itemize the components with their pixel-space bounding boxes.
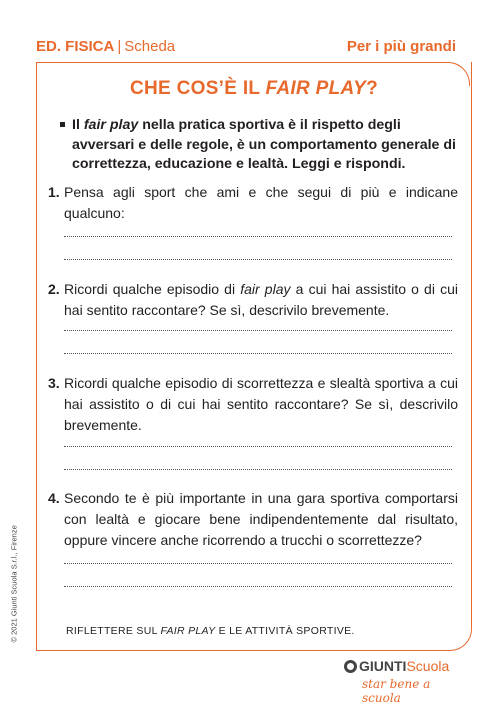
title-prefix: CHE COS’È IL bbox=[130, 78, 266, 99]
logo-tagline: star bene a scuola bbox=[362, 677, 431, 705]
question-text: Ricordi qualche episodio di bbox=[64, 281, 241, 297]
header-separator: | bbox=[117, 38, 122, 55]
question-3 bbox=[48, 373, 458, 436]
logo-brand: GIUNTI bbox=[359, 658, 407, 674]
intro-prefix: Il bbox=[72, 117, 84, 133]
intro-text: nella pratica sportiva è il rispetto degli avversari e delle regole, è un comportamento generale di correttezza, educazione e lealtà. Leggi e rispondi. bbox=[72, 117, 456, 172]
answer-line[interactable] bbox=[64, 563, 452, 564]
question-4 bbox=[48, 488, 458, 551]
page-title bbox=[36, 78, 472, 100]
footer-note bbox=[66, 625, 355, 637]
question-text: Pensa agli sport che ami e che segui di più e indicane qualcuno: bbox=[64, 184, 458, 221]
title-emphasis: FAIR PLAY bbox=[265, 78, 367, 99]
logo-name bbox=[359, 658, 449, 674]
answer-line[interactable] bbox=[64, 469, 452, 470]
footer-suffix: E LE ATTIVITÀ SPORTIVE. bbox=[215, 625, 355, 637]
answer-line[interactable] bbox=[64, 446, 452, 447]
bullet-icon bbox=[60, 122, 65, 127]
question-number: 2. bbox=[48, 281, 60, 297]
answer-line[interactable] bbox=[64, 236, 452, 237]
question-number: 3. bbox=[48, 375, 60, 391]
answer-line[interactable] bbox=[64, 330, 452, 331]
question-number: 4. bbox=[48, 490, 60, 506]
question-text: Ricordi qualche episodio di scorrettezza e slealtà sportiva a cui hai assistito o di cui hai sentito raccontare? Se sì, descrivilo brevemente. bbox=[64, 375, 458, 433]
copyright-note: © 2021 Giunti Scuola S.r.l., Firenze bbox=[9, 525, 19, 643]
question-1 bbox=[48, 182, 458, 224]
answer-line[interactable] bbox=[64, 259, 452, 260]
question-number: 1. bbox=[48, 184, 60, 200]
question-text: a cui hai assistito o di cui hai sentito raccontare? Se sì, descrivilo brevemente. bbox=[64, 281, 458, 318]
intro-paragraph bbox=[60, 116, 460, 175]
publisher-logo bbox=[344, 658, 464, 705]
question-text: Secondo te è più importante in una gara sportiva comportarsi con lealtà e giocare bene indipendentemente dal risultato, oppure vincere anche ricorrendo a trucchi o scorrettezze? bbox=[64, 490, 458, 548]
question-2 bbox=[48, 279, 458, 321]
footer-prefix: RIFLETTERE SUL bbox=[66, 625, 161, 637]
subject-label: ED. FISICA bbox=[36, 38, 115, 55]
logo-mark-icon bbox=[344, 660, 357, 673]
logo-brand-b: Scuola bbox=[406, 658, 450, 674]
intro-emphasis: fair play bbox=[83, 117, 139, 133]
sheet-kind: Scheda bbox=[124, 38, 176, 55]
question-emphasis: fair play bbox=[240, 281, 291, 297]
answer-line[interactable] bbox=[64, 353, 452, 354]
footer-emphasis: FAIR PLAY bbox=[160, 625, 216, 637]
level-label: Per i più grandi bbox=[346, 38, 456, 55]
answer-line[interactable] bbox=[64, 586, 452, 587]
header-subject bbox=[36, 38, 175, 55]
title-suffix: ? bbox=[366, 78, 378, 99]
